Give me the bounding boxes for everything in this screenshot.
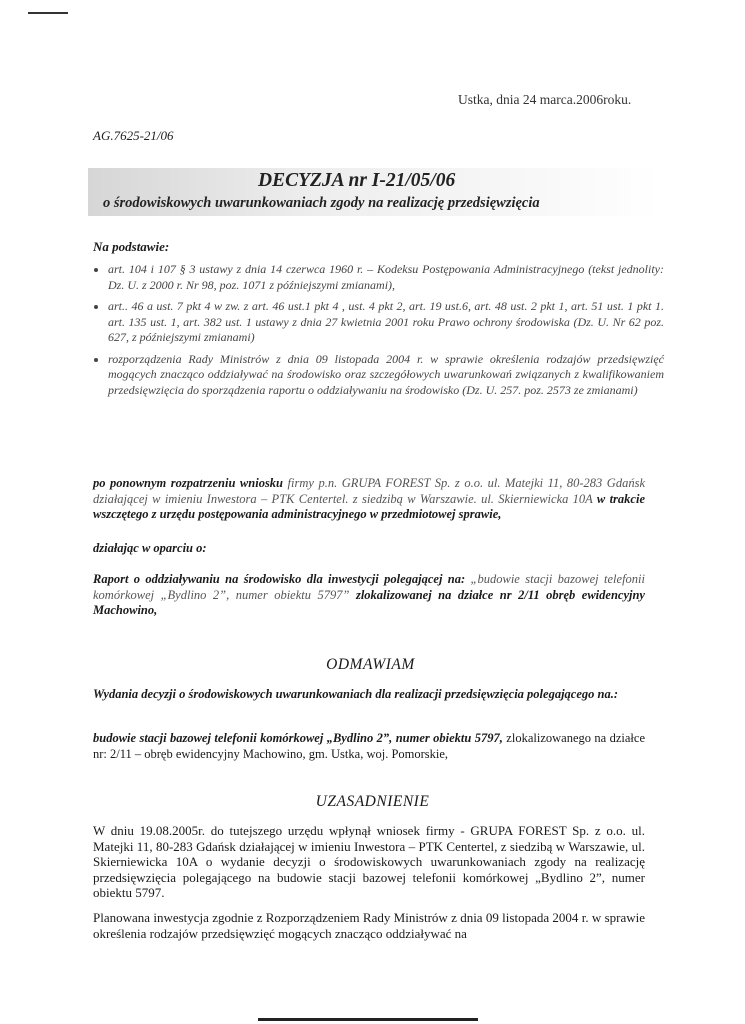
decision-title: DECYZJA nr I-21/05/06 (258, 170, 456, 191)
justification-heading: UZASADNIENIE (315, 793, 430, 810)
justification-paragraph-2: Planowana inwestycja zgodnie z Rozporządzeniem Rady Ministrów z dnia 09 listopada 2004 r. w sprawie określenia rodzajów przedsięwzięć mogących znacząco oddziaływać na (93, 910, 645, 941)
review-tail: w trakcie wszczętego z urzędu postępowania administracyjnego w przedmiotowej sprawie, (93, 491, 645, 521)
reference-number: AG.7625-21/06 (93, 128, 174, 143)
scan-mark-bottom (258, 1018, 478, 1021)
justification-paragraph-1: W dniu 19.08.2005r. do tutejszego urzędu wpłynął wniosek firmy - GRUPA FOREST Sp. z o.o. ul. Matejki 11, 80-283 Gdańsk działającej w imieniu Inwestora – PTK Centertel, z siedzibą w Warszawie, ul. Skierniewicka 10A o wydanie decyzji o środowiskowych uwarunkowaniach zgody na realizację przedsięwzięcia polegającego na budowie stacji bazowej telefonii komórkowej „Bydlino 2”, numer obiektu 5797. (93, 823, 645, 900)
report-lead: Raport o oddziaływaniu na środowisko dla inwestycji polegającej na: (93, 572, 471, 586)
review-lead: po ponownym rozpatrzeniu wniosku (93, 476, 284, 490)
decision-object-bold: budowie stacji bazowej telefonii komórkowej „Bydlino 2”, numer obiektu 5797, (93, 731, 503, 745)
basis-item-1: • art. 104 i 107 § 3 ustawy z dnia 14 czerwca 1960 r. – Kodeksu Postępowania Administracyjnego (tekst jednolity: Dz. U. z 2000 r. Nr 98, poz. 1071 z późniejszymi zmianami), (108, 262, 664, 293)
acting-line: działając w oparciu o: (93, 541, 207, 555)
decision-text: Wydania decyzji o środowiskowych uwarunkowaniach dla realizacji przedsięwzięcia polegającego na.: (93, 687, 619, 701)
decision-object-rest: zlokalizowanego na działce nr: 2/11 – obręb ewidencyjny Machowino, gm. Ustka, woj. Pomorskie, (93, 731, 645, 761)
basis-item-3: • rozporządzenia Rady Ministrów z dnia 09 listopada 2004 r. w sprawie określenia rodzajów przedsięwzięć mogących znacząco oddziaływać na środowisko oraz szczegółowych uwarunkowań związanych z kwalifikowaniem przedsięwzięcia do sporządzenia raportu o oddziaływaniu na środowisko (Dz. U. 257. poz. 2573 ze zmianami) (108, 352, 664, 399)
report-quote: „budowie stacji bazowej telefonii komórkowej „Bydlino 2”, numer obiektu 5797” (93, 572, 645, 602)
review-paragraph (93, 476, 645, 523)
basis-item-2: • art.. 46 a ust. 7 pkt 4 w zw. z art. 46 ust.1 pkt 4 , ust. 4 pkt 2, art. 19 ust.6, art. 48 ust. 2 pkt 1, art. 51 ust. 1 pkt 1. art. 135 ust. 1, art. 382 ust. 1 ustawy z dnia 27 kwietnia 2001 roku Prawo ochrony środowiska (Dz. U. Nr 62 poz. 627, z późniejszymi zmianami) (108, 299, 664, 346)
decision-subtitle: o środowiskowych uwarunkowaniach zgody na realizację przedsięwzięcia (103, 195, 540, 211)
basis-heading: Na podstawie: (93, 239, 170, 254)
decision-heading: ODMAWIAM (326, 656, 415, 673)
decision-object (93, 731, 645, 762)
report-tail: zlokalizowanej na działce nr 2/11 obręb ewidencyjny Machowino, (93, 587, 645, 617)
report-paragraph (93, 572, 645, 619)
basis-list (90, 262, 664, 404)
review-text: firmy p.n. GRUPA FOREST Sp. z o.o. ul. Matejki 11, 80-283 Gdańsk działającej w imieniu Inwestora – PTK Centertel. z siedzibą w Warszawie. ul. Skierniewicka 10A (93, 476, 645, 506)
scan-mark-top (28, 12, 68, 14)
date-line: Ustka, dnia 24 marca.2006roku. (458, 92, 632, 107)
